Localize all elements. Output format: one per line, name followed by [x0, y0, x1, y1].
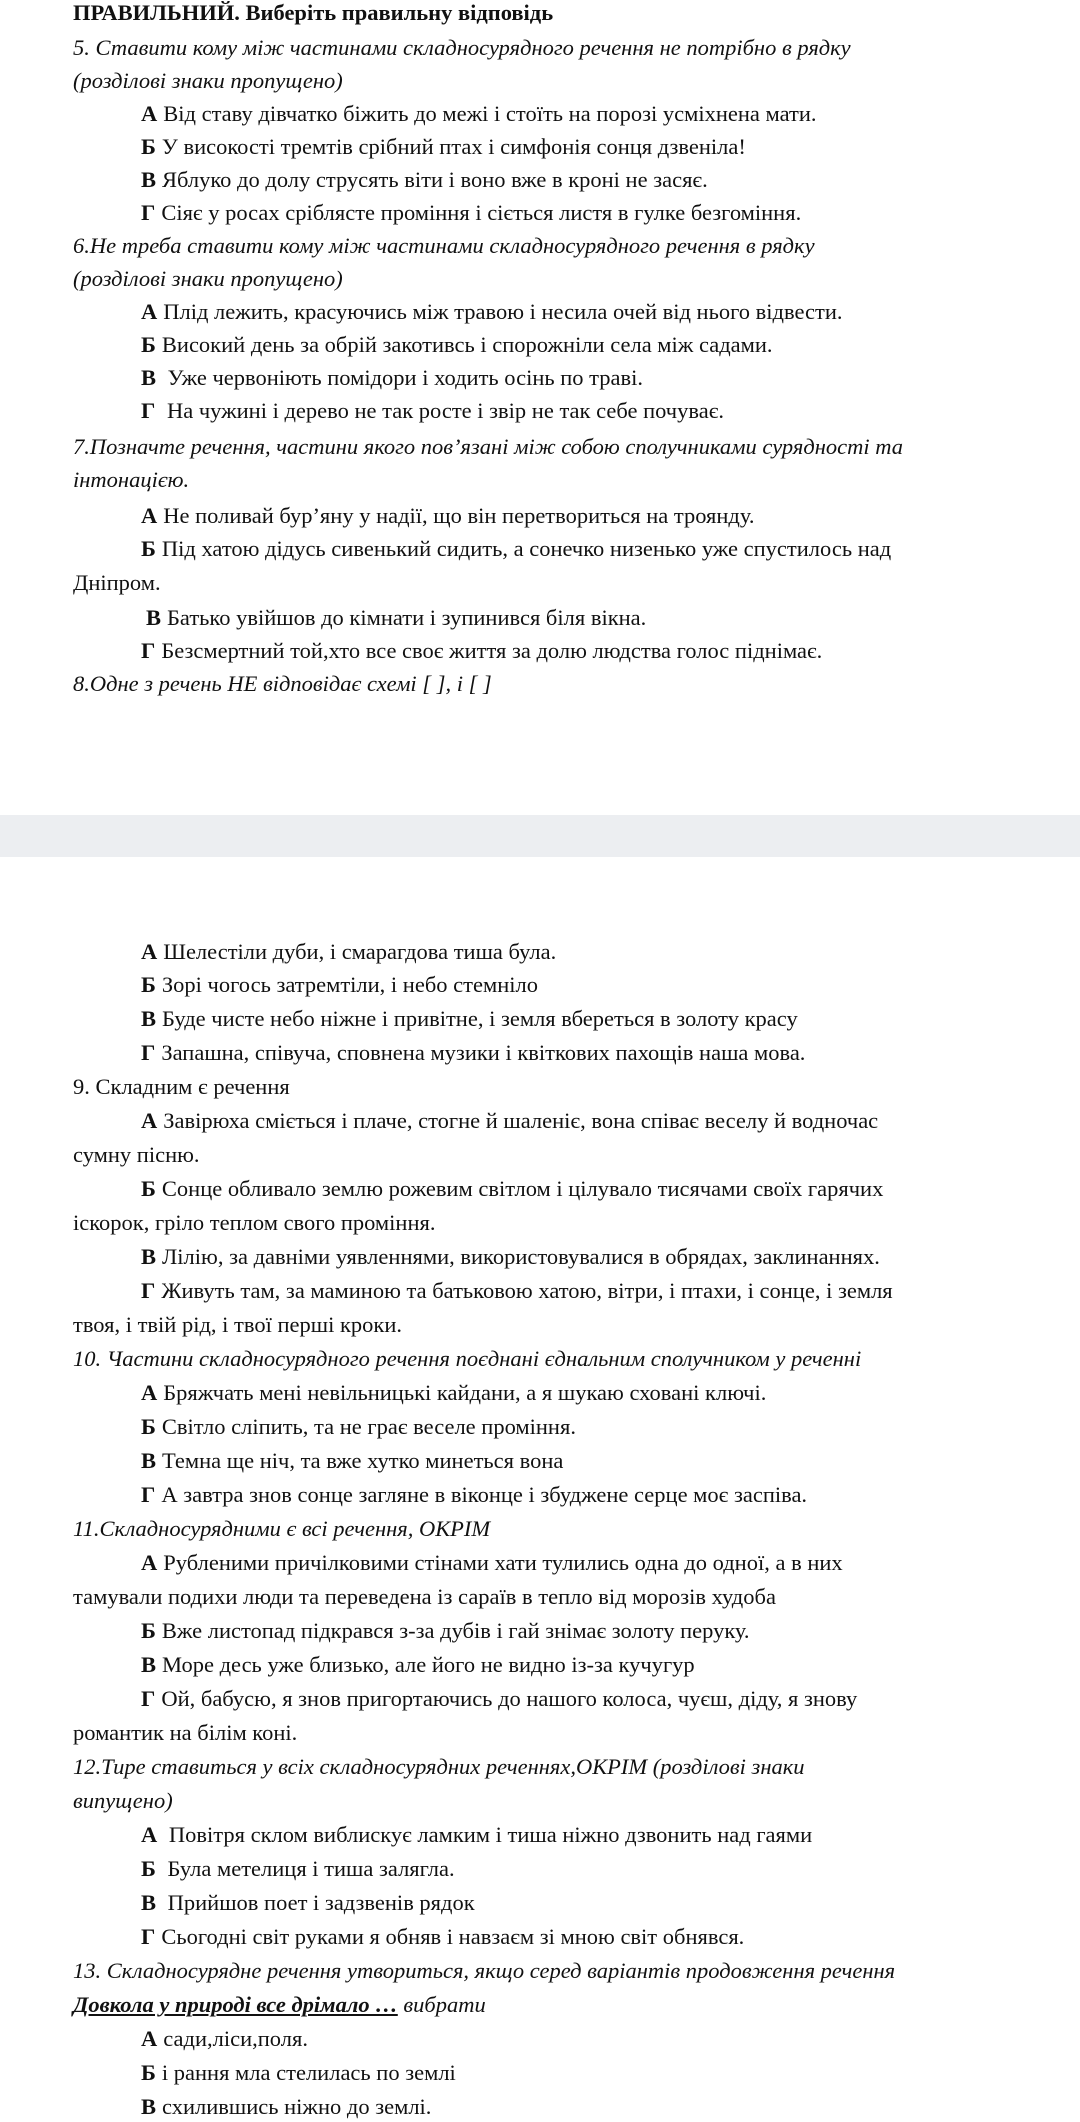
question-13-option-b: Б і рання мла стелилась по землі — [141, 2060, 456, 2085]
question-11-option-a: А Рубленими причілковими стінами хати тулились одна до одної, а в них — [141, 1550, 843, 1575]
question-10-option-v: В Темна ще ніч, та вже хутко минеться вона — [141, 1448, 564, 1473]
question-7-option-b: Б Під хатою дідусь сивенький сидить, а сонечко низенько уже спустилось над — [141, 536, 892, 561]
question-7-text: 7.Позначте речення, частини якого пов’язані між собою сполучниками сурядності та — [73, 434, 904, 459]
instruction-header: ПРАВИЛЬНИЙ. Виберіть правильну відповідь — [73, 0, 554, 25]
question-11-option-b: Б Вже листопад підкрався з-за дубів і гай знімає золоту перуку. — [141, 1618, 750, 1643]
question-5-option-v: В Яблуко до долу струсять віти і воно вже в кроні не засяє. — [141, 167, 708, 192]
question-7-option-b-cont: Дніпром. — [73, 570, 161, 595]
question-9-option-g: Г Живуть там, за маминою та батьковою хатою, вітри, і птахи, і сонце, і земля — [141, 1278, 893, 1303]
question-9-text: 9. Складним є речення — [73, 1074, 290, 1099]
question-12-text: 12.Тире ставиться у всіх складносурядних реченнях,ОКРІМ (розділові знаки — [73, 1754, 805, 1779]
question-12-option-g: Г Сьогодні світ руками я обняв і навзаєм зі мною світ обнявся. — [141, 1924, 745, 1949]
question-6-note: (розділові знаки пропущено) — [73, 266, 343, 291]
question-9-option-g-cont: твоя, і твій рід, і твої перші кроки. — [73, 1312, 402, 1337]
question-13-text: 13. Складносурядне речення утвориться, якщо серед варіантів продовження речення — [73, 1958, 896, 1983]
question-12-option-a: А Повітря склом виблискує ламким і тиша ніжно дзвонить над гаями — [141, 1822, 813, 1847]
question-10-text: 10. Частини складносурядного речення поєднані єднальним сполучником у реченні — [73, 1346, 862, 1371]
question-10-option-a: А Бряжчать мені невільницькі кайдани, а я шукаю сховані ключі. — [141, 1380, 767, 1405]
question-11-text: 11.Складносурядними є всі речення, ОКРІМ — [73, 1516, 491, 1541]
question-9-option-b: Б Сонце обливало землю рожевим світлом і цілувало тисячами своїх гарячих — [141, 1176, 884, 1201]
question-10-option-b: Б Світло сліпить, та не грає веселе проміння. — [141, 1414, 576, 1439]
question-7-option-v: В Батько увійшов до кімнати і зупинився біля вікна. — [146, 605, 647, 630]
question-9-option-v: В Лілію, за давніми уявленнями, використовувалися в обрядах, заклинаннях. — [141, 1244, 880, 1269]
question-9-option-a: А Завірюха сміється і плаче, стогне й шаленіє, вона співає веселу й водночас — [141, 1108, 879, 1133]
question-11-option-a-cont: тамували подихи люди та переведена із сараїв в тепло від морозів худоба — [73, 1584, 776, 1609]
question-6-option-b: Б Високий день за обрій закотивсь і спорожніли села між садами. — [141, 332, 773, 357]
document-page-1 — [0, 0, 1080, 815]
question-8-option-a: А Шелестіли дуби, і смарагдова тиша була. — [141, 939, 557, 964]
question-8-option-v: В Буде чисте небо ніжне і привітне, і земля вбереться в золоту красу — [141, 1006, 798, 1031]
question-9-option-a-cont: сумну пісню. — [73, 1142, 200, 1167]
question-10-option-g: Г А завтра знов сонце загляне в віконце і збуджене серце моє заспіва. — [141, 1482, 808, 1507]
question-6-option-v: В Уже червоніють помідори і ходить осінь по траві. — [141, 365, 644, 390]
page-separator — [0, 815, 1080, 857]
question-6-text: 6.Не треба ставити кому між частинами складносурядного речення в рядку — [73, 233, 815, 258]
question-11-option-g: Г Ой, бабусю, я знов пригортаючись до нашого колоса, чуєш, діду, я знову — [141, 1686, 858, 1711]
question-7-option-g: Г Безсмертний той,хто все своє життя за долю людства голос піднімає. — [141, 638, 823, 663]
question-13-sentence-start: Довкола у природі все дрімало … — [73, 1992, 398, 2017]
question-13-option-v: В схилившись ніжно до землі. — [141, 2094, 432, 2119]
question-5-note: (розділові знаки пропущено) — [73, 68, 343, 93]
question-6-option-g: Г На чужині і дерево не так росте і звір не так себе почуває. — [141, 398, 724, 423]
question-12-note: випущено) — [73, 1788, 173, 1813]
document-page-2 — [0, 857, 1080, 2118]
question-8-option-b: Б Зорі чогось затремтіли, і небо стемніло — [141, 972, 538, 997]
question-5-text: 5. Ставити кому між частинами складносурядного речення не потрібно в рядку — [73, 35, 851, 60]
question-5-option-a: А Від ставу дівчатко біжить до межі і стоїть на порозі усміхнена мати. — [141, 101, 817, 126]
question-8-option-g: Г Запашна, співуча, сповнена музики і квіткових пахощів наша мова. — [141, 1040, 806, 1065]
question-5-option-b: Б У високості тремтів срібний птах і симфонія сонця дзвеніла! — [141, 134, 746, 159]
question-13-sentence: Довкола у природі все дрімало … вибрати — [73, 1992, 486, 2017]
question-5-option-g: Г Сіяє у росах сріблясте проміння і сіється листя в гулке безгоміння. — [141, 200, 802, 225]
question-13-option-a: А сади,ліси,поля. — [141, 2026, 308, 2051]
question-11-option-v: В Море десь уже близько, але його не видно із-за кучугур — [141, 1652, 695, 1677]
question-12-option-v: В Прийшов поет і задзвенів рядок — [141, 1890, 475, 1915]
question-7-text-cont: інтонацією. — [73, 467, 190, 492]
question-8-text: 8.Одне з речень НЕ відповідає схемі [ ], і [ ] — [73, 671, 492, 696]
question-12-option-b: Б Була метелиця і тиша залягла. — [141, 1856, 455, 1881]
question-11-option-g-cont: романтик на білім коні. — [73, 1720, 298, 1745]
question-7-option-a: А Не поливай бур’яну у надії, що він перетвориться на троянду. — [141, 503, 755, 528]
question-9-option-b-cont: іскорок, гріло теплом свого проміння. — [73, 1210, 436, 1235]
question-6-option-a: А Плід лежить, красуючись між травою і несила очей від нього відвести. — [141, 299, 843, 324]
